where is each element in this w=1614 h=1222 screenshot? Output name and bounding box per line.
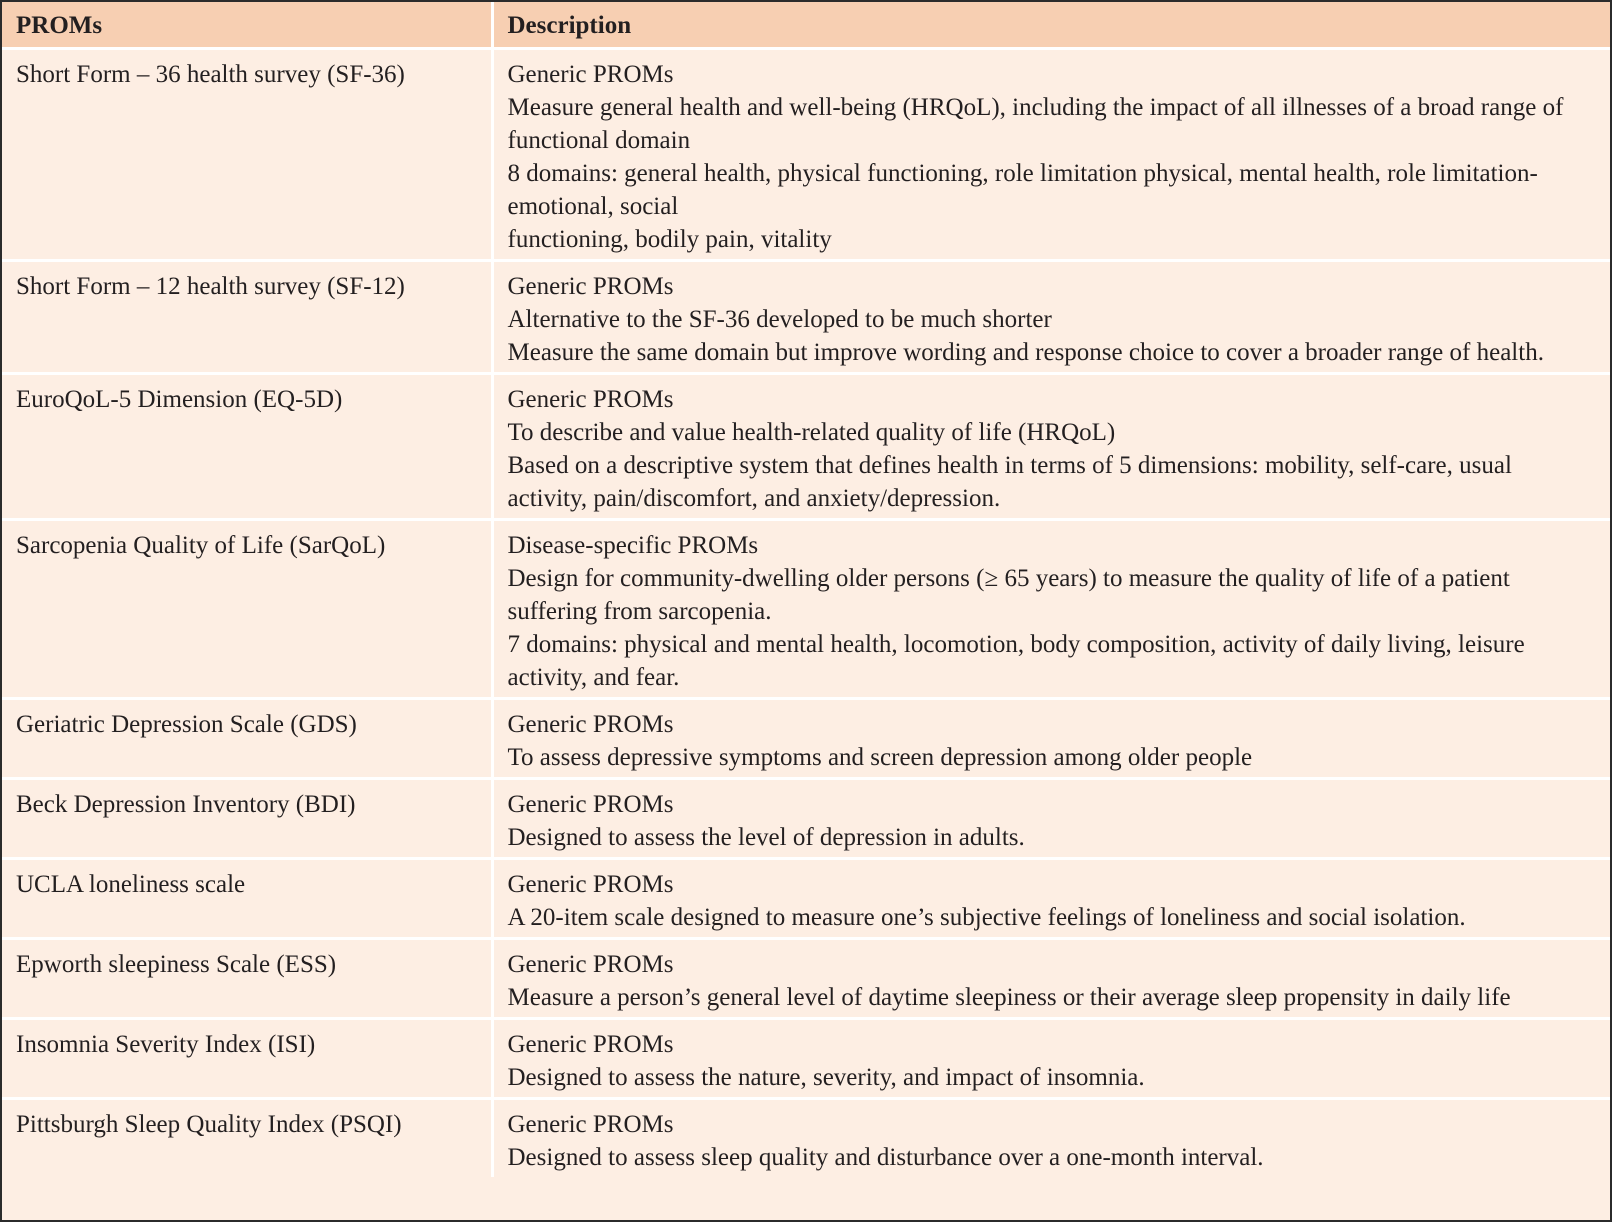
description-line: functioning, bodily pain, vitality xyxy=(507,226,832,253)
table-body xyxy=(2,49,1610,1178)
description-line: Alternative to the SF-36 developed to be much shorter xyxy=(507,306,1052,333)
prom-name-cell: EuroQoL-5 Dimension (EQ-5D) xyxy=(2,374,492,520)
description-line: Design for community-dwelling older persons (≥ 65 years) to measure the quality of life of a patient suffering from sarcopenia. xyxy=(507,565,1510,625)
description-cell xyxy=(492,520,1610,699)
description-line: Generic PROMs xyxy=(507,951,674,978)
description-cell xyxy=(492,1019,1610,1099)
description-line: Generic PROMs xyxy=(507,791,674,818)
table-row xyxy=(2,779,1610,859)
prom-name-cell: Short Form – 12 health survey (SF-12) xyxy=(2,261,492,374)
prom-name-cell: Sarcopenia Quality of Life (SarQoL) xyxy=(2,520,492,699)
description-line: Generic PROMs xyxy=(507,273,674,300)
description-line: Disease-specific PROMs xyxy=(507,532,759,559)
description-cell xyxy=(492,939,1610,1019)
description-line: Designed to assess the level of depression in adults. xyxy=(507,824,1025,851)
description-cell xyxy=(492,49,1610,261)
description-line: Measure general health and well-being (HRQoL), including the impact of all illnesses of a broad range of functional domain xyxy=(507,94,1564,154)
header-row xyxy=(2,2,1610,49)
table-row xyxy=(2,261,1610,374)
table-row xyxy=(2,1019,1610,1099)
table-header xyxy=(2,2,1610,49)
description-cell xyxy=(492,261,1610,374)
table-row xyxy=(2,939,1610,1019)
table-row xyxy=(2,49,1610,261)
description-cell xyxy=(492,374,1610,520)
prom-name-cell: Epworth sleepiness Scale (ESS) xyxy=(2,939,492,1019)
prom-name-cell: Geriatric Depression Scale (GDS) xyxy=(2,699,492,779)
description-line: Generic PROMs xyxy=(507,1111,674,1138)
proms-table xyxy=(2,2,1610,1177)
description-line: Measure a person’s general level of daytime sleepiness or their average sleep propensity in daily life xyxy=(507,984,1511,1011)
description-line: Generic PROMs xyxy=(507,1031,674,1058)
description-line: Based on a descriptive system that defines health in terms of 5 dimensions: mobility, self-care, usual activity, pain/discomfort, and anxiety/depression. xyxy=(507,452,1512,512)
description-line: Generic PROMs xyxy=(507,61,674,88)
table-row xyxy=(2,1099,1610,1178)
description-line: To describe and value health-related quality of life (HRQoL) xyxy=(507,419,1116,446)
description-cell xyxy=(492,859,1610,939)
description-line: Generic PROMs xyxy=(507,871,674,898)
prom-name-cell: Short Form – 36 health survey (SF-36) xyxy=(2,49,492,261)
description-line: 7 domains: physical and mental health, locomotion, body composition, activity of daily living, leisure activity, and fear. xyxy=(507,631,1525,691)
description-cell xyxy=(492,779,1610,859)
header-description: Description xyxy=(492,2,1610,49)
prom-name-cell: Beck Depression Inventory (BDI) xyxy=(2,779,492,859)
prom-name-cell: Pittsburgh Sleep Quality Index (PSQI) xyxy=(2,1099,492,1178)
description-line: Generic PROMs xyxy=(507,386,674,413)
table-row xyxy=(2,859,1610,939)
description-line: Measure the same domain but improve wording and response choice to cover a broader range of health. xyxy=(507,339,1544,366)
table-row xyxy=(2,699,1610,779)
description-line: Generic PROMs xyxy=(507,711,674,738)
table-row xyxy=(2,374,1610,520)
description-line: A 20-item scale designed to measure one’s subjective feelings of loneliness and social isolation. xyxy=(507,904,1466,931)
description-line: Designed to assess the nature, severity, and impact of insomnia. xyxy=(507,1064,1145,1091)
description-cell xyxy=(492,699,1610,779)
description-line: To assess depressive symptoms and screen depression among older people xyxy=(507,744,1253,771)
table-row xyxy=(2,520,1610,699)
prom-name-cell: Insomnia Severity Index (ISI) xyxy=(2,1019,492,1099)
header-proms: PROMs xyxy=(2,2,492,49)
description-line: Designed to assess sleep quality and disturbance over a one-month interval. xyxy=(507,1144,1264,1171)
description-cell xyxy=(492,1099,1610,1178)
description-line: 8 domains: general health, physical functioning, role limitation physical, mental health, role limitation-emotional, social xyxy=(507,160,1538,220)
prom-name-cell: UCLA loneliness scale xyxy=(2,859,492,939)
